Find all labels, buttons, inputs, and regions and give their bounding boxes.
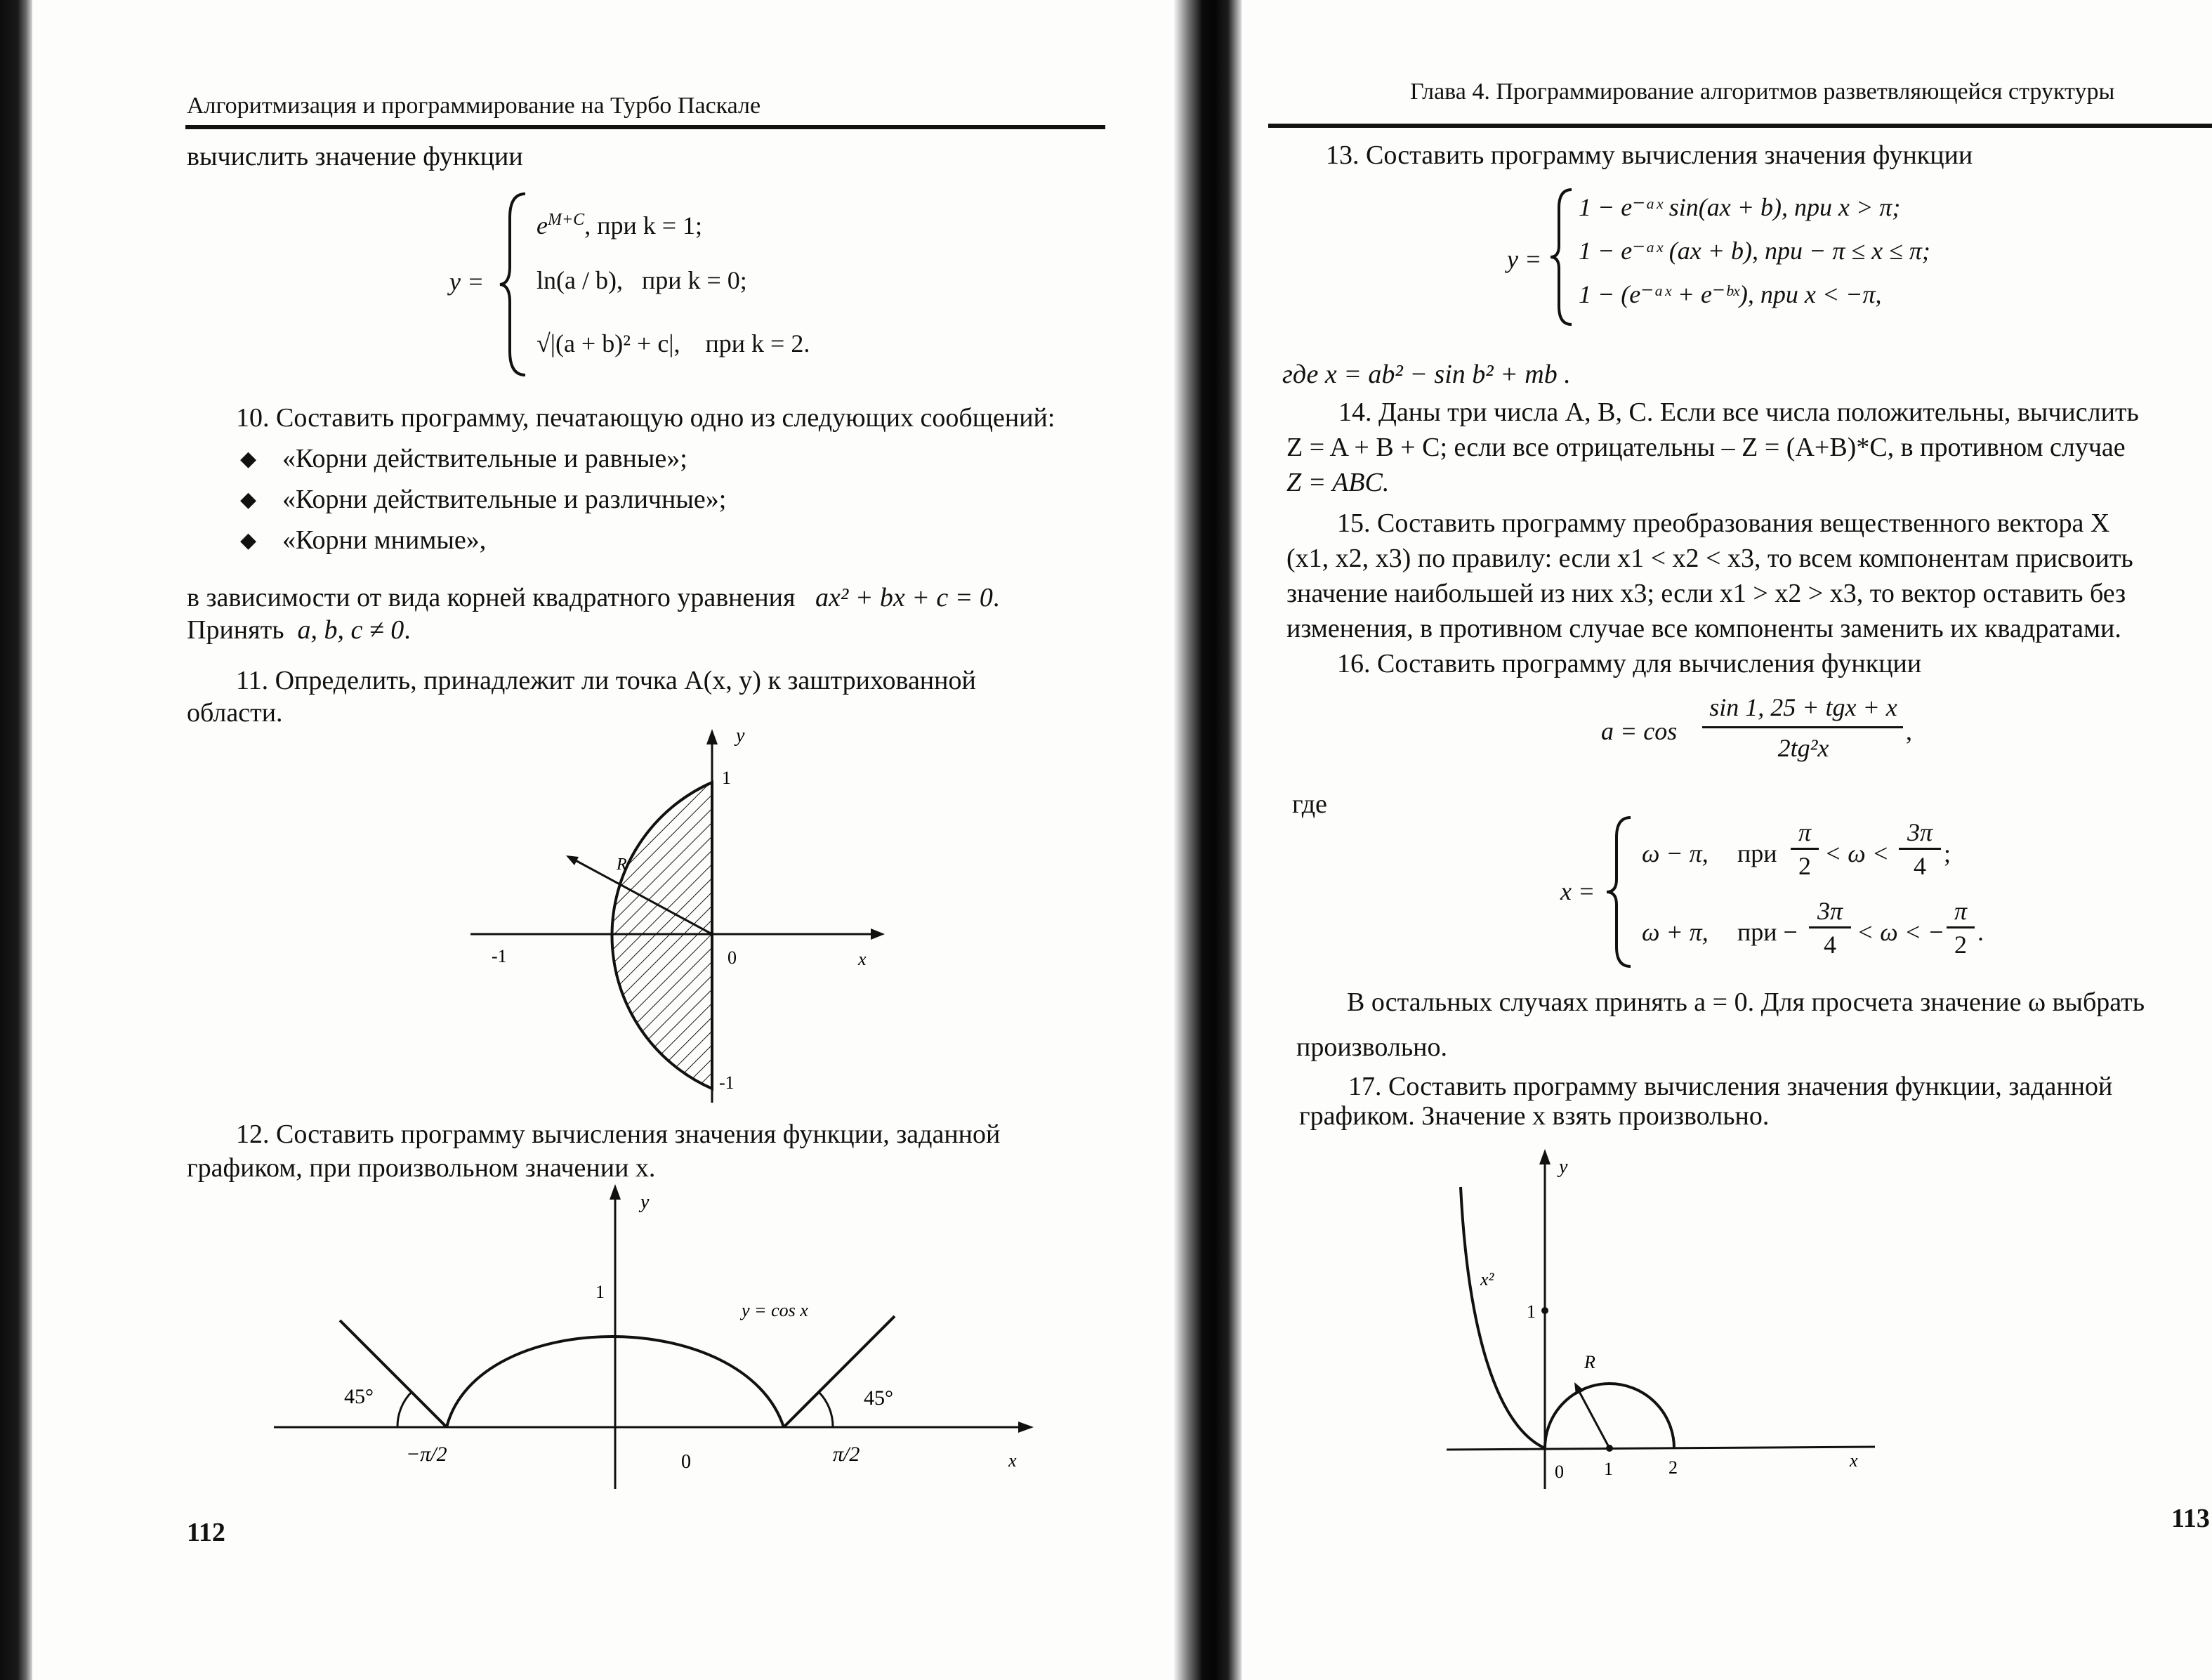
bullet-diamond-2: ◆	[240, 488, 257, 511]
task17-line2: графиком. Значение x взять произвольно.	[1299, 1101, 1770, 1131]
task16-x-row2-expr: ω + π,	[1642, 918, 1709, 946]
formula-y-lhs: y =	[449, 268, 485, 296]
task15-line1: 15. Составить программу преобразования вещественного вектора X	[1337, 508, 2110, 538]
left-running-head: Алгоритмизация и программирование на Турбо Паскале	[187, 93, 761, 119]
fig17-label-2x: 2	[1668, 1457, 1678, 1478]
fig17-x-axis	[1447, 1447, 1875, 1450]
fig12-label-neg-half-pi: −π/2	[406, 1443, 447, 1466]
task16-x-lhs: x =	[1560, 877, 1595, 905]
row3-cond: при k = 2.	[705, 329, 810, 357]
intro-text: вычислить значение функции	[187, 142, 523, 171]
task16-text: 16. Составить программу для вычисления функции	[1337, 649, 1922, 678]
task16-x-row2-f1-bar	[1809, 926, 1851, 928]
task16-x-row2-f1-num: 3π	[1817, 897, 1843, 925]
right-head-rule	[1268, 124, 2212, 128]
task16-a-numerator: sin 1, 25 + tgx + x	[1709, 693, 1897, 721]
task16-a-denominator: 2tg²x	[1777, 734, 1829, 762]
fig17-radius	[1577, 1388, 1609, 1448]
fig12-left-angle-arc	[397, 1392, 412, 1427]
fig12-left-line	[340, 1320, 447, 1427]
fig12-label-x: x	[1008, 1450, 1017, 1471]
right-page-number: 113	[2171, 1504, 2210, 1533]
bullet-diamond-3: ◆	[240, 529, 257, 552]
formula-y-row3	[536, 329, 810, 358]
bullet-diamond-1: ◆	[240, 447, 257, 471]
task15-line4: изменения, в противном случае все компоненты заменить их квадратами.	[1286, 614, 2121, 643]
task16-x-row2-end: .	[1977, 918, 1984, 946]
task14-line1: 14. Даны три числа A, B, C. Если все числа положительны, вычислить	[1338, 398, 2139, 427]
fig12-label-y: y	[640, 1191, 650, 1213]
left-page-number: 112	[187, 1518, 225, 1547]
formula-y-row1	[536, 211, 702, 240]
center-binding-shadow	[1174, 0, 1242, 1680]
quadratic-equation: ax² + bx + c = 0	[815, 583, 993, 612]
task16-x-row1-pre: при	[1737, 839, 1777, 867]
task14-line2: Z = A + B + C; если все отрицательны – Z = (A+B)*C, в противном случае	[1286, 433, 2126, 462]
task10-text: 10. Составить программу, печатающую одно из следующих сообщений:	[236, 403, 1055, 433]
fig17-label-r: R	[1584, 1352, 1595, 1372]
left-binding-shadow	[0, 0, 32, 1680]
fig12-x-arrow	[1018, 1422, 1034, 1433]
task11-line1: 11. Определить, принадлежит ли точка A(x, y) к заштрихованной	[236, 666, 976, 695]
fig17-label-1x: 1	[1604, 1459, 1613, 1479]
task16-a-comma: ,	[1906, 717, 1912, 745]
task16-note-line2: произвольно.	[1296, 1032, 1447, 1062]
fig17-y-arrow	[1539, 1149, 1551, 1164]
task13-row3: 1 − (e⁻ᵃˣ + e⁻ᵇˣ), при x < −π,	[1579, 280, 1882, 308]
abc-condition: a, b, c ≠ 0	[297, 615, 404, 645]
task11-line2: области.	[187, 698, 283, 728]
task16-x-row1-f1-den: 2	[1798, 852, 1811, 880]
task16-x-row2-pre: при −	[1737, 918, 1798, 946]
task16-x-row1-f1-num: π	[1798, 818, 1812, 846]
task13-text: 13. Составить программу вычисления значения функции	[1326, 140, 1973, 170]
row1-exp-base: e	[536, 211, 548, 239]
task16-x-row1-end: ;	[1944, 839, 1951, 867]
task16-a-lhs: a = cos	[1601, 717, 1678, 745]
task16-where: где	[1292, 789, 1327, 819]
task16-x-row2-f2-bar	[1947, 926, 1975, 928]
hatched-region	[612, 782, 712, 1089]
task16-x-row1-f1-bar	[1791, 848, 1819, 850]
figure-11-hatched-half-disk	[421, 723, 913, 1117]
fig11-label-y: y	[736, 725, 745, 747]
task16-x-brace	[1605, 815, 1636, 969]
fig17-label-x: x	[1850, 1450, 1858, 1471]
task16-x-row1-f2-den: 4	[1914, 852, 1926, 880]
fig12-label-curve: y = cos x	[742, 1300, 808, 1320]
task16-x-row1-expr: ω − π,	[1642, 839, 1709, 867]
fig17-point-y1	[1541, 1307, 1548, 1314]
task16-x-row2-f1-den: 4	[1824, 931, 1836, 959]
fig12-y-arrow	[610, 1184, 621, 1200]
task16-x-row2-f2-den: 2	[1954, 931, 1967, 959]
task13-row1: 1 − e⁻ᵃˣ sin(ax + b), при x > π;	[1579, 193, 1901, 221]
task10-bullet-1: «Корни действительные и равные»;	[282, 444, 687, 473]
right-page	[1243, 0, 2210, 1680]
fig17-point-x1	[1606, 1445, 1613, 1452]
task10-bullet-2: «Корни действительные и различные»;	[282, 485, 727, 514]
task16-x-row1-mid: < ω <	[1824, 839, 1890, 867]
fig17-semicircle	[1545, 1384, 1674, 1448]
left-page	[42, 0, 1166, 1680]
fig11-label-x: x	[858, 949, 867, 969]
fig12-label-45-right: 45°	[864, 1386, 893, 1410]
task13-where: где x = ab² − sin b² + mb .	[1282, 360, 1571, 389]
figure-17-graph	[1440, 1145, 1903, 1496]
row2-cond: при k = 0;	[641, 266, 747, 294]
fig11-label-r: R	[617, 855, 627, 874]
task13-row2: 1 − e⁻ᵃˣ (ax + b), при − π ≤ x ≤ π;	[1579, 237, 1930, 265]
fig11-radius-arrow	[566, 855, 579, 865]
task15-line3: значение наибольшей из них x3; если x1 > x2 > x3, то вектор оставить без	[1286, 579, 2126, 608]
fig11-y-arrow	[706, 729, 718, 744]
fig11-label-minus1-x: -1	[492, 946, 507, 966]
fig12-right-line	[784, 1316, 895, 1427]
task17-line1: 17. Составить программу вычисления значения функции, заданной	[1348, 1072, 2113, 1101]
task13-brace	[1549, 187, 1577, 327]
fig12-label-half-pi: π/2	[833, 1443, 860, 1466]
fig12-label-1: 1	[595, 1282, 605, 1302]
task16-a-fraction-bar	[1702, 726, 1903, 728]
row1-exp-sup: M+C	[547, 211, 585, 229]
formula-y-row2	[536, 265, 747, 295]
fig11-label-0: 0	[728, 947, 737, 968]
task16-note-line1: В остальных случаях принять a = 0. Для просчета значение ω выбрать	[1347, 987, 2145, 1017]
fig12-label-45-left: 45°	[344, 1385, 374, 1408]
task13-lhs: y =	[1507, 245, 1542, 273]
row3-expr: √|(a + b)² + c|,	[536, 329, 680, 357]
task12-line1: 12. Составить программу вычисления значения функции, заданной	[236, 1120, 1001, 1149]
fig11-x-arrow	[871, 928, 885, 940]
task16-x-row1-f2-bar	[1899, 848, 1941, 850]
fig11-label-1: 1	[722, 768, 731, 788]
formula-y-brace	[497, 190, 532, 379]
left-head-rule	[185, 125, 1105, 129]
row1-cond: , при k = 1;	[584, 211, 703, 239]
fig17-label-0: 0	[1555, 1462, 1564, 1482]
task10-after-text: в зависимости от вида корней квадратного уравнения	[187, 583, 796, 612]
task15-line2: (x1, x2, x3) по правилу: если x1 < x2 < x3, то всем компонентам присвоить	[1286, 544, 2133, 573]
task10-after-line2: Принять a, b, c ≠ 0.	[187, 615, 411, 645]
task14-line3: Z = ABC.	[1286, 468, 1390, 497]
fig17-label-y: y	[1559, 1156, 1568, 1178]
task10-bullet-3: «Корни мнимые»,	[282, 525, 487, 555]
accept-text: Принять	[187, 615, 284, 645]
task16-x-row1-f2-num: 3π	[1907, 818, 1933, 846]
right-running-head: Глава 4. Программирование алгоритмов разветвляющейся структуры	[1410, 79, 2115, 105]
task16-x-row2-mid: < ω < −	[1857, 918, 1945, 946]
task16-x-row2-f2-num: π	[1954, 897, 1968, 925]
fig11-label-minus1-y: -1	[719, 1072, 735, 1093]
fig12-label-0: 0	[681, 1451, 691, 1473]
fig17-label-1y: 1	[1527, 1301, 1536, 1322]
row2-expr: ln(a / b),	[536, 266, 623, 294]
task12-line2: графиком, при произвольном значении x.	[187, 1153, 656, 1183]
figure-12-cos-graph	[253, 1180, 1067, 1496]
fig17-label-x2: x²	[1480, 1269, 1494, 1289]
task10-after-line1: в зависимости от вида корней квадратного уравнения ax² + bx + c = 0.	[187, 583, 1000, 612]
fig12-right-angle-arc	[819, 1392, 833, 1427]
